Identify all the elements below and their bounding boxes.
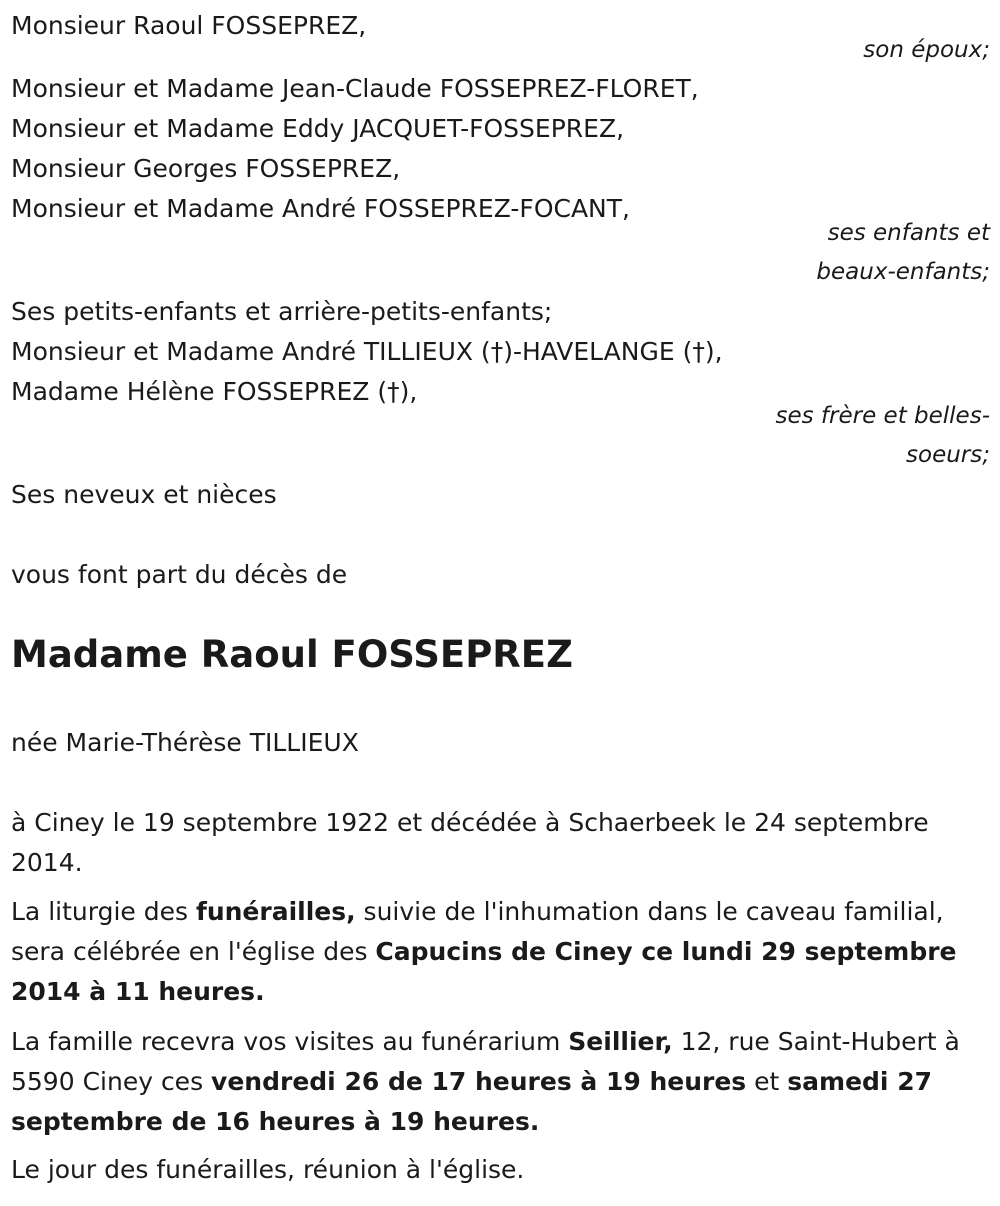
child-name: Monsieur et Madame André FOSSEPREZ-FOCANT,	[11, 194, 630, 223]
sibling-name: Monsieur et Madame André TILLIEUX (†)-HAVELANGE (†),	[11, 337, 723, 366]
visits-bold: vendredi 26 de 17 heures à 19 heures	[211, 1067, 747, 1096]
visits-bold: Seillier,	[568, 1027, 673, 1056]
child-name: Monsieur et Madame Eddy JACQUET-FOSSEPREZ,	[11, 114, 625, 143]
spouse-relation: son époux;	[863, 37, 990, 63]
child-name: Monsieur Georges FOSSEPREZ,	[11, 154, 401, 183]
funeral-bold: funérailles,	[195, 897, 356, 926]
nephews-line: Ses neveux et nièces	[11, 480, 277, 509]
deceased-name: Madame Raoul FOSSEPREZ	[11, 633, 573, 676]
child-name: Monsieur et Madame Jean-Claude FOSSEPREZ-FLORET,	[11, 74, 699, 103]
siblings-relation-cont: soeurs;	[906, 442, 990, 468]
grandchildren-line: Ses petits-enfants et arrière-petits-enfants;	[11, 297, 553, 326]
visits-text: et	[746, 1067, 788, 1096]
funeral-text: suivie de l'inhumation dans le caveau familial, sera célébrée en l'église des	[11, 897, 944, 966]
funeral-bold: Capucins de Ciney ce lundi 29 septembre 2014 à 11 heures.	[11, 937, 957, 1006]
sibling-name: Madame Hélène FOSSEPREZ (†),	[11, 377, 418, 406]
funeral-text: La liturgie des	[11, 897, 196, 926]
funeral-paragraph	[11, 892, 986, 1012]
visits-paragraph	[11, 1022, 986, 1142]
visits-text: 12, rue Saint-Hubert à 5590 Ciney ces	[11, 1027, 960, 1096]
birth-name: née Marie-Thérèse TILLIEUX	[11, 728, 359, 757]
visits-bold: samedi 27 septembre de 16 heures à 19 heures.	[11, 1067, 932, 1136]
announcement-line: vous font part du décès de	[11, 560, 348, 589]
siblings-relation: ses frère et belles-	[775, 403, 990, 429]
spouse-name: Monsieur Raoul FOSSEPREZ,	[11, 11, 367, 40]
birth-death-dates: à Ciney le 19 septembre 1922 et décédée à Schaerbeek le 24 septembre 2014.	[11, 808, 929, 877]
visits-text: La famille recevra vos visites au funérarium	[11, 1027, 569, 1056]
gathering-line: Le jour des funérailles, réunion à l'église.	[11, 1155, 525, 1184]
children-relation: ses enfants et	[827, 220, 990, 246]
children-relation-cont: beaux-enfants;	[816, 259, 990, 285]
